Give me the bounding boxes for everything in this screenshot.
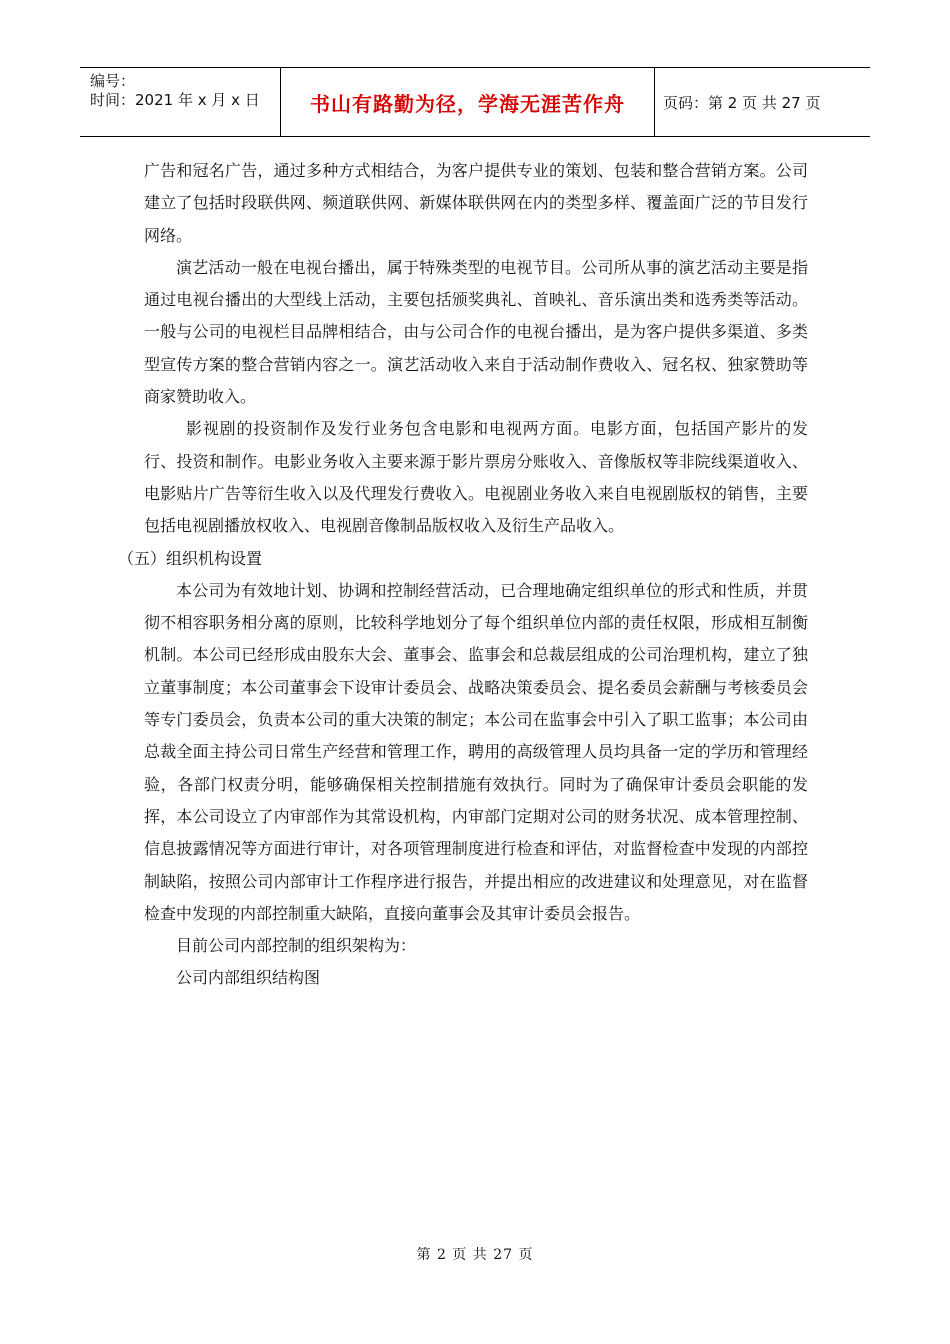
paragraph-advertising: 广告和冠名广告，通过多种方式相结合，为客户提供专业的策划、包装和整合营销方案。公司建立了包括时段联供网、频道联供网、新媒体联供网在内的类型多样、覆盖面广泛的节目发行网络。: [144, 161, 808, 245]
document-date-label: 时间：2021 年 x 月 x 日: [90, 91, 260, 109]
paragraph-film-tv: 影视剧的投资制作及发行业务包含电影和电视两方面。电影方面，包括国产影片的发行、投资和制作。电影业务收入主要来源于影片票房分账收入、音像版权等非院线渠道收入、电影贴片广告等衍生收入以及代理发行费收入。电视剧业务收入来自电视剧版权的销售，主要包括电视剧播放权收入、电视剧音像制品版权收入及衍生产品收入。: [144, 419, 808, 536]
document-number-label: 编号：: [90, 72, 136, 90]
paragraph-organization: 本公司为有效地计划、协调和控制经营活动，已合理地确定组织单位的形式和性质，并贯彻不相容职务相分离的原则，比较科学地划分了每个组织单位内部的责任权限，形成相互制衡机制。本公司已经形成由股东大会、董事会、监事会和总裁层组成的公司治理机构，建立了独立董事制度；本公司董事会下设审计委员会、战略决策委员会、提名委员会薪酬与考核委员会等专门委员会，负责本公司的重大决策的制定；本公司在监事会中引入了职工监事；本公司由总裁全面主持公司日常生产经营和管理工作，聘用的高级管理人员均具备一定的学历和管理经验，各部门权责分明，能够确保相关控制措施有效执行。同时为了确保审计委员会职能的发挥，本公司设立了内审部作为其常设机构，内审部门定期对公司的财务状况、成本管理控制、信息披露情况等方面进行审计，对各项管理制度进行检查和评估，对监督检查中发现的内部控制缺陷，按照公司内部审计工作程序进行报告，并提出相应的改进建议和处理意见，对在监督检查中发现的内部控制重大缺陷，直接向董事会及其审计委员会报告。: [144, 580, 808, 923]
header-meta: [80, 68, 281, 136]
paragraph-org-chart-caption: 公司内部组织结构图: [176, 968, 321, 988]
document-body: [118, 155, 808, 995]
header-page-info: 页码：第 2 页 共 27 页: [663, 93, 821, 112]
paragraph-control-structure-intro: 目前公司内部控制的组织架构为：: [176, 936, 417, 956]
page-footer: 第 2 页 共 27 页: [416, 1247, 534, 1263]
paragraph-performance-events: 演艺活动一般在电视台播出，属于特殊类型的电视节目。公司所从事的演艺活动主要是指通过电视台播出的大型线上活动，主要包括颁奖典礼、首映礼、音乐演出类和选秀类等活动。一般与公司的电视栏目品牌相结合，由与公司合作的电视台播出，是为客户提供多渠道、多类型宣传方案的整合营销内容之一。演艺活动收入来自于活动制作费收入、冠名权、独家赞助等商家赞助收入。: [144, 257, 808, 407]
page-header: [80, 67, 870, 137]
header-motto: 书山有路勤为径，学海无涯苦作舟: [281, 68, 655, 136]
section-heading: （五）组织机构设置: [118, 548, 263, 568]
